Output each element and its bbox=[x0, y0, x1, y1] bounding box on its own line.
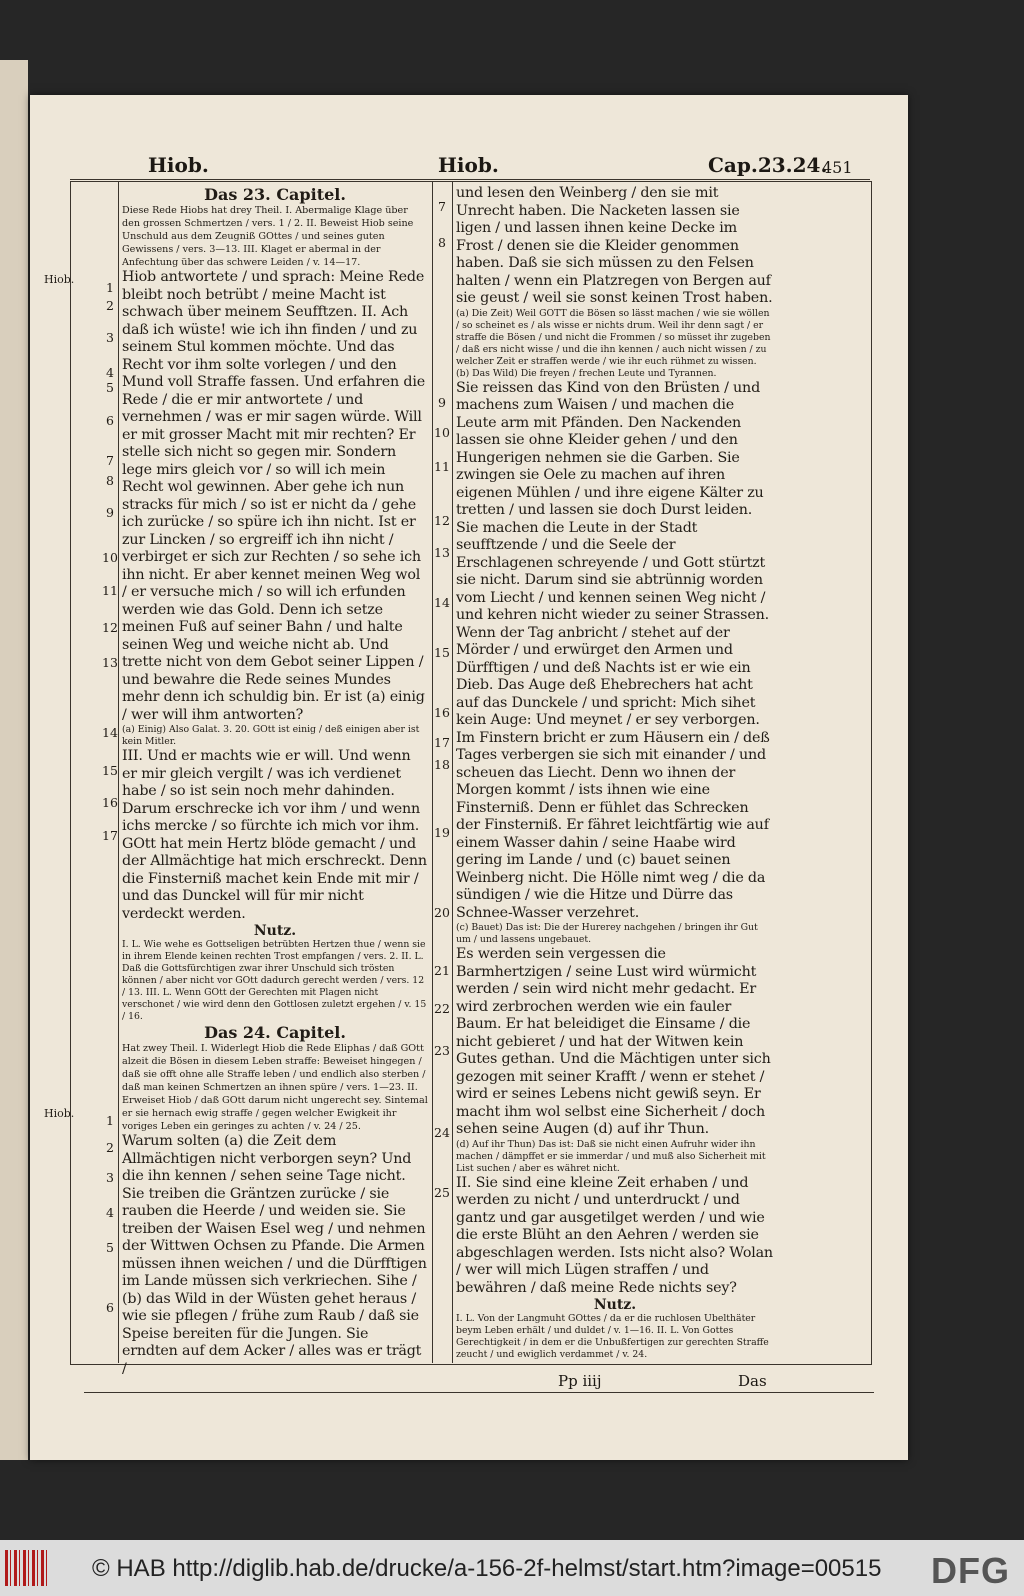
left-margin-rule bbox=[118, 181, 119, 1363]
verse-number: 14 bbox=[434, 595, 450, 610]
left-column bbox=[122, 185, 428, 1378]
signature-mark: Pp iiij bbox=[558, 1372, 602, 1390]
verse-number: 13 bbox=[102, 655, 118, 670]
running-head-right: Cap.23.24. bbox=[708, 153, 828, 177]
chapter-24-summary: Hat zwey Theil. I. Widerlegt Hiob die Rede Eliphas / daß GOtt alzeit die Bösen in diesem Leben straffe: Beweiset hingegen / daß sie offt ohne alle Straffe leben / und endlich also sterben / daß man keinen Schmertzen an ihnen spüre / vers. 1—23. II. Erweiset Hiob / daß GOtt darum nicht ungerecht sey. Sintemal er sie hernach ewig straffe / gegen welcher Ewigkeit ihr voriges Leben ein geringes zu achten / v. 24 / 25. bbox=[122, 1043, 428, 1132]
copyright-link[interactable]: © HAB http://diglib.hab.de/drucke/a-156-2f-helmst/start.htm?image=00515 bbox=[92, 1555, 882, 1582]
chapter-24-text-continued: und lesen den Weinberg / den sie mit Unrecht haben. Die Nacketen lassen sie ligen / und lassen ihnen keine Decke im Frost / denen sie die Kleider genommen haben. Daß sie sich müssen zu den Felsen halten / wenn ein Platzregen von Bergen auf sie geust / weil sie sonst keinen Trost haben. bbox=[456, 185, 773, 306]
verse-number: 2 bbox=[106, 1140, 114, 1155]
verse-number: 6 bbox=[106, 413, 114, 428]
verse-number: 7 bbox=[438, 199, 446, 214]
book-page bbox=[30, 95, 908, 1460]
chapter-24-text-part2: Sie reissen das Kind von den Brüsten / und machens zum Waisen / und machen die Leute arm mit Pfänden. Den Nackenden lassen sie ohne Kleider gehen / und den Hungerigen nehmen sie die Garben. Sie zwingen sie Oele zu machen auf ihren eigenen Mühlen / und ihre eigene Kälter zu tretten / und lassen sie doch Durst leiden. Sie machen die Leute in der Stadt seufftzende / und die Seele der Erschlagenen schreyende / und Gott stürtzt sie nicht. Darum sind sie abtrünnig worden vom Liecht / und kennen seinen Weg nicht / und kehren nicht wieder zu seiner Strassen. Wenn der Tag anbricht / stehet auf der Mörder / und erwürget den Armen und Dürfftigen / und deß Nachts ist er wie ein Dieb. Das Auge deß Ehebrechers hat acht auf das Dunckele / und spricht: Mich sihet kein Auge: Und meynet / er sey verborgen. Im Finstern bricht er zum Häusern ein / deß Tages verbergen sie sich mit einander / und scheuen das Liecht. Denn wo ihnen der Morgen kommt / ists ihnen wie eine Finsterniß. Denn er fühlet das Schrecken der Finsterniß. Er fähret leichtfärtig wie auf einem Wasser dahin / seine Haabe wird gering im Lande / und (c) bauet seinen Weinberg nicht. Die Hölle nimt weg / die da sündigen / wie die Hitze und Dürre das Schnee-Wasser verzehret. bbox=[456, 379, 770, 921]
verse-number: 9 bbox=[106, 505, 114, 520]
verse-number: 14 bbox=[102, 725, 118, 740]
dfg-logo: DFG bbox=[931, 1550, 1010, 1591]
hab-logo-icon bbox=[5, 1550, 49, 1586]
catchword: Das bbox=[738, 1372, 767, 1390]
verse-number: 7 bbox=[106, 453, 114, 468]
verse-number: 6 bbox=[106, 1300, 114, 1315]
nutz-23-text: I. L. Wie wehe es Gottseligen betrübten Hertzen thue / wenn sie in ihrem Elende keinen rechten Trost empfangen / vers. 2. II. L. Daß die Gottsfürchtigen zwar ihrer Unschuld sich trösten können / aber nicht vor GOtt dadurch gerecht werden / vers. 12 / 13. III. L. Wenn GOtt der Gerechten mit Plagen nicht verschonet / wie wird denn den Gottlosen zuletzt ergehen / v. 15 / 16. bbox=[122, 939, 427, 1022]
verse-number: 16 bbox=[102, 795, 118, 810]
verse-number: 22 bbox=[434, 1001, 450, 1016]
right-column bbox=[456, 185, 774, 1361]
chapter-23-heading: Das 23. Capitel. bbox=[204, 185, 346, 204]
verse-number: 17 bbox=[102, 828, 118, 843]
footnote-c-24: (c) Bauet) Das ist: Die der Hurerey nachgehen / bringen ihr Gut um / und lassens ungebauet. bbox=[456, 922, 758, 945]
verse-number: 11 bbox=[434, 459, 450, 474]
verse-number: 20 bbox=[434, 905, 450, 920]
verse-number: 5 bbox=[106, 1240, 114, 1255]
chapter-23-text-part3: III. Und er machts wie er will. Und wenn er mir gleich vergilt / was ich verdienet habe / so ist sein noch mehr dahinden. Darum erschrecke ich vor ihm / und wenn ichs mercke / so fürchte ich mich vor ihm. GOtt hat mein Hertz blöde gemacht / und der Allmächtige hat mich erschreckt. Denn die Finsterniß machet kein Ende mit mir / und das Dunckel will für mir nicht verdeckt werden. bbox=[122, 748, 427, 922]
page-number: 451 bbox=[822, 158, 853, 177]
verse-number: 24 bbox=[434, 1125, 450, 1140]
nutz-24-text: I. L. Von der Langmuht GOttes / da er die ruchlosen Ubelthäter beym Leben erhält / und duldet / v. 1—16. II. L. Von Gottes Gerechtigkeit / in dem er die Unbußfertigen zur gerechten Straffe zeucht / und ewiglich verdammet / v. 24. bbox=[456, 1313, 769, 1360]
verse-number: 4 bbox=[106, 1205, 114, 1220]
verse-number: 9 bbox=[438, 395, 446, 410]
footer-rule bbox=[84, 1392, 874, 1393]
verse-number: 23 bbox=[434, 1043, 450, 1058]
footnote-a-24: (a) Die Zeit) Weil GOTT die Bösen so lässt machen / wie sie wöllen / so scheinet es / als wisse er nichts drum. Weil ihr denn sagt / er straffe die Bösen / und nicht die Frommen / so müsset ihr zugeben / daß ers nicht wisse / und die ihn kennen / auch nicht wissen / zu welcher Zeit er straffen werde / wie ihr euch rühmet zu wissen. bbox=[456, 307, 771, 367]
verse-number: 12 bbox=[434, 513, 450, 528]
verse-number: 15 bbox=[102, 763, 118, 778]
running-head-left: Hiob. bbox=[148, 153, 209, 177]
running-head bbox=[70, 153, 870, 180]
chapter-24-text-part4: II. Sie sind eine kleine Zeit erhaben / und werden zu nicht / und unterdruckt / und gantz und gar ausgetilget werden / und wie die erste Blüht an den Aehren / werden sie abgeschlagen werden. Ists nicht also? Wolan / wer will mich Lügen straffen / und bewähren / daß meine Rede nichts sey? bbox=[456, 1174, 773, 1296]
verse-number: 10 bbox=[434, 425, 450, 440]
verse-number: 15 bbox=[434, 645, 450, 660]
verse-number: 19 bbox=[434, 825, 450, 840]
previous-page-edge bbox=[0, 60, 28, 1460]
verse-number: 13 bbox=[434, 545, 450, 560]
verse-number: 18 bbox=[434, 757, 450, 772]
verse-number: 2 bbox=[106, 298, 114, 313]
verse-number: 4 bbox=[106, 365, 114, 380]
verse-number: 5 bbox=[106, 380, 114, 395]
running-head-center: Hiob. bbox=[438, 153, 499, 177]
verse-number: 3 bbox=[106, 330, 114, 345]
verse-number: 1 bbox=[106, 280, 114, 295]
verse-number: 17 bbox=[434, 735, 450, 750]
footnote-d-24: (d) Auf ihr Thun) Das ist: Daß sie nicht einen Aufruhr wider ihn machen / dämpffet er sie immerdar / und muß also Sicherheit mit List suchen / aber es währet nicht. bbox=[456, 1138, 766, 1174]
footnote-b-24: (b) Das Wild) Die freyen / frechen Leute und Tyrannen. bbox=[456, 367, 717, 379]
margin-note-hiob-top: Hiob. bbox=[44, 273, 75, 286]
verse-number: 16 bbox=[434, 705, 450, 720]
verse-number: 12 bbox=[102, 620, 118, 635]
verse-number: 10 bbox=[102, 550, 118, 565]
verse-gutter-rule bbox=[452, 181, 453, 1363]
verse-number: 8 bbox=[106, 473, 114, 488]
margin-note-hiob-bottom: Hiob. bbox=[44, 1107, 75, 1120]
chapter-24-text-part3: Es werden sein vergessen die Barmhertzigen / seine Lust wird würmicht werden / sein wird nicht mehr gedacht. Er wird zerbrochen werden wie ein fauler Baum. Er hat beleidiget die Einsame / die nicht gebieret / und hat der Witwen kein Gutes gethan. Und die Mächtigen unter sich gezogen mit seiner Krafft / wenn er stehet / wird er seines Lebens nicht gewiß seyn. Er macht ihm wol selbst eine Sicherheit / doch sehen seine Augen (d) auf ihr Thun. bbox=[456, 946, 771, 1137]
column-separator bbox=[432, 181, 433, 1363]
verse-number: 25 bbox=[434, 1185, 450, 1200]
verse-number: 3 bbox=[106, 1170, 114, 1185]
chapter-24-heading: Das 24. Capitel. bbox=[204, 1023, 346, 1042]
verse-number: 1 bbox=[106, 1113, 114, 1128]
verse-number: 8 bbox=[438, 235, 446, 250]
chapter-23-summary: Diese Rede Hiobs hat drey Theil. I. Abermalige Klage über den grossen Schmertzen / vers. 1 / 2. II. Beweist Hiob seine Unschuld aus dem Zeugniß GOttes / und seines guten Gewissens / vers. 3—13. III. Klaget er abermal in der Anfechtung über das schwere Leiden / v. 14—17. bbox=[122, 205, 414, 268]
nutz-heading-23: Nutz. bbox=[253, 923, 297, 939]
nutz-heading-24: Nutz. bbox=[593, 1297, 637, 1313]
verse-number: 11 bbox=[102, 583, 118, 598]
chapter-24-text: Warum solten (a) die Zeit dem Allmächtigen nicht verborgen seyn? Und die ihn kennen / sehen seine Tage nicht. Sie treiben die Gräntzen zurücke / sie rauben die Heerde / und weiden sie. Sie treiben der Waisen Esel weg / und nehmen der Wittwen Ochsen zu Pfande. Die Armen müssen ihnen weichen / und die Dürfftigen im Lande müssen sich verkriechen. Sihe / (b) das Wild in der Wüsten gehet heraus / wie sie pflegen / frühe zum Raub / daß sie Speise bereiten für die Jungen. Sie erndten auf dem Acker / alles was er trägt / bbox=[122, 1133, 427, 1377]
verse-number: 21 bbox=[434, 963, 450, 978]
chapter-23-text: Hiob antwortete / und sprach: Meine Rede bleibt noch betrübt / meine Macht ist schwach über meinem Seufftzen. II. Ach daß ich wüste! wie ich ihn finden / und zu seinem Stul kommen möchte. Und das Recht vor ihm solte vorlegen / und den Mund voll Straffe fassen. Und erfahren die Rede / die er mir antwortete / und vernehmen / was er mir sagen würde. Will er mit grosser Macht mit mir rechten? Er stelle sich nicht so gegen mir. Sondern lege mirs gleich vor / so will ich mein Recht wol gewinnen. Aber gehe ich nun stracks für mich / so ist er nicht da / gehe ich zurücke / so spüre ich ihn nicht. Ist er zur Lincken / so ergreiff ich ihn nicht / verbirget er sich zur Rechten / so sehe ich ihn nicht. Er aber kennet meinen Weg wol / er versuche mich / so will ich erfunden werden wie das Gold. Denn ich setze meinen Fuß auf seiner Bahn / und halte seinen Weg und weiche nicht ab. Und trette nicht von dem Gebot seiner Lippen / und bewahre die Rede seines Mundes mehr denn ich schuldig bin. Er ist (a) einig / wer will ihm antworten? bbox=[122, 269, 425, 723]
footnote-a-23: (a) Einig) Also Galat. 3. 20. GOtt ist einig / deß einigen aber ist kein Mitler. bbox=[122, 724, 420, 747]
